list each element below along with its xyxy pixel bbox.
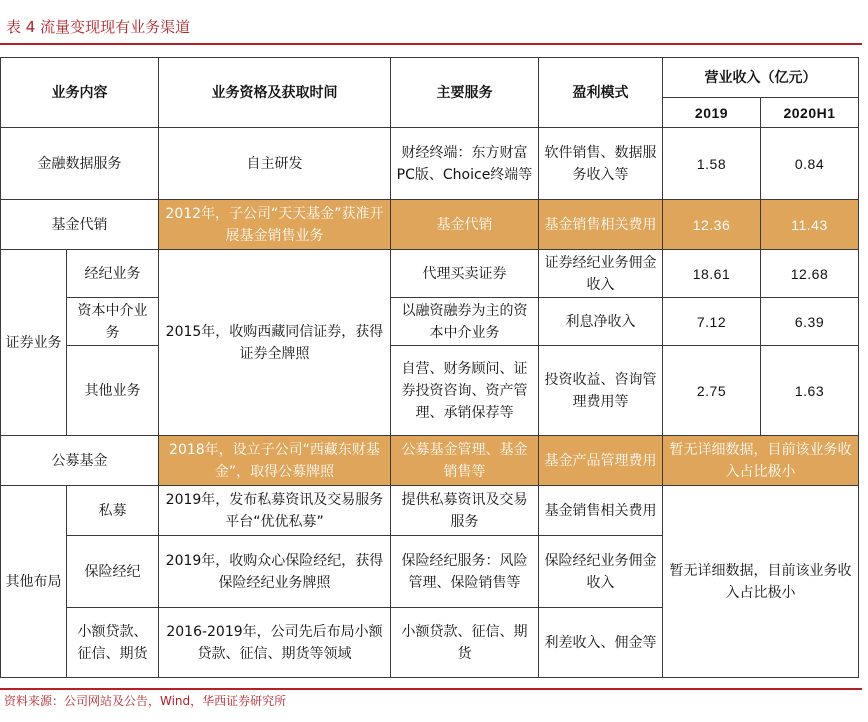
other-micro-qual: 2016-2019年，公司先后布局小额贷款、征信、期货等领域 [159, 608, 391, 678]
row-public-profit: 基金产品管理费用 [539, 436, 663, 486]
row-fin-profit: 软件销售、数据服务收入等 [539, 128, 663, 200]
row-fin-name: 金融数据服务 [1, 128, 159, 200]
other-micro-profit: 利差收入、佣金等 [539, 608, 663, 678]
other-private-name: 私募 [67, 486, 159, 536]
sec-broker-name: 经纪业务 [67, 250, 159, 298]
other-insurance-qual: 2019年，收购众心保险经纪，获得保险经纪业务牌照 [159, 536, 391, 608]
row-public-note: 暂无详细数据，目前该业务收入占比极小 [663, 436, 859, 486]
row-fund-qual: 2012年，子公司“天天基金”获准开展基金销售业务 [159, 200, 391, 250]
sec-capital-2020: 6.39 [761, 298, 859, 346]
header-profit: 盈利模式 [539, 58, 663, 128]
sec-group-label: 证券业务 [1, 250, 67, 436]
sec-qual: 2015年，收购西藏同信证券，获得证券全牌照 [159, 250, 391, 436]
row-public-name: 公募基金 [1, 436, 159, 486]
row-fund-2019: 12.36 [663, 200, 761, 250]
row-fund-name: 基金代销 [1, 200, 159, 250]
sec-other-name: 其他业务 [67, 346, 159, 436]
row-fund-2020: 11.43 [761, 200, 859, 250]
sec-capital-2019: 7.12 [663, 298, 761, 346]
sec-broker-2020: 12.68 [761, 250, 859, 298]
row-fin-2019: 1.58 [663, 128, 761, 200]
row-public-qual: 2018年，设立子公司“西藏东财基金”，取得公募牌照 [159, 436, 391, 486]
other-micro-service: 小额贷款、征信、期货 [391, 608, 539, 678]
table-row [1, 436, 859, 486]
other-micro-name: 小额贷款、征信、期货 [67, 608, 159, 678]
revenue-channel-table [0, 57, 858, 678]
row-fin-2020: 0.84 [761, 128, 859, 200]
other-note: 暂无详细数据，目前该业务收入占比极小 [663, 486, 859, 678]
header-service: 主要服务 [391, 58, 539, 128]
sec-broker-service: 代理买卖证券 [391, 250, 539, 298]
table-row [1, 298, 859, 346]
other-insurance-profit: 保险经纪业务佣金收入 [539, 536, 663, 608]
other-group-label: 其他布局 [1, 486, 67, 678]
row-fin-qual: 自主研发 [159, 128, 391, 200]
header-2020h1: 2020H1 [761, 98, 859, 128]
other-insurance-name: 保险经纪 [67, 536, 159, 608]
table-title: 表 4 流量变现现有业务渠道 [6, 18, 191, 36]
other-insurance-service: 保险经纪服务：风险管理、保险销售等 [391, 536, 539, 608]
header-2019: 2019 [663, 98, 761, 128]
row-fund-service: 基金代销 [391, 200, 539, 250]
sec-broker-profit: 证券经纪业务佣金收入 [539, 250, 663, 298]
sec-capital-service: 以融资融券为主的资本中介业务 [391, 298, 539, 346]
table-row [1, 200, 859, 250]
row-public-service: 公募基金管理、基金销售等 [391, 436, 539, 486]
other-private-qual: 2019年，发布私募资讯及交易服务平台“优优私募” [159, 486, 391, 536]
bottom-rule [0, 688, 862, 690]
other-private-service: 提供私募资讯及交易服务 [391, 486, 539, 536]
header-qualification: 业务资格及获取时间 [159, 58, 391, 128]
other-private-profit: 基金销售相关费用 [539, 486, 663, 536]
table-row [1, 128, 859, 200]
sec-capital-profit: 利息净收入 [539, 298, 663, 346]
sec-other-service: 自营、财务顾问、证券投资咨询、资产管理、承销保荐等 [391, 346, 539, 436]
sec-broker-2019: 18.61 [663, 250, 761, 298]
table-row [1, 346, 859, 436]
row-fin-service: 财经终端：东方财富PC版、Choice终端等 [391, 128, 539, 200]
header-revenue: 营业收入（亿元） [663, 58, 859, 98]
sec-capital-name: 资本中介业务 [67, 298, 159, 346]
header-business: 业务内容 [1, 58, 159, 128]
row-fund-profit: 基金销售相关费用 [539, 200, 663, 250]
sec-other-profit: 投资收益、咨询管理费用等 [539, 346, 663, 436]
source-note: 资料来源：公司网站及公告，Wind，华西证券研究所 [4, 694, 287, 708]
table-row [1, 486, 859, 536]
title-rule [0, 43, 862, 45]
sec-other-2019: 2.75 [663, 346, 761, 436]
sec-other-2020: 1.63 [761, 346, 859, 436]
table-row [1, 250, 859, 298]
